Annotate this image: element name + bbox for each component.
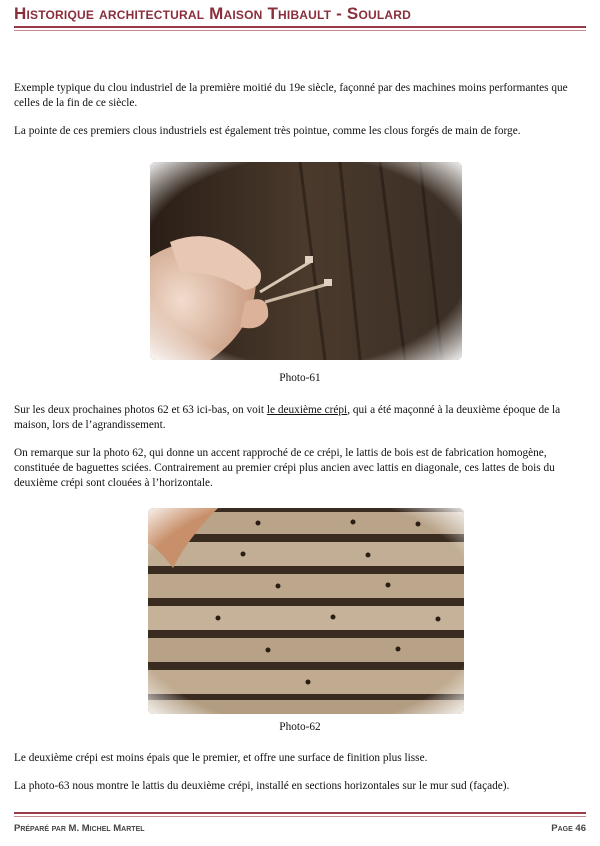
header-rule <box>14 26 586 28</box>
paragraph-deuxieme-crepi-end: , qui a été maçonné à la deuxième époque de la maison, lors de l’agrandissement. <box>14 404 561 431</box>
deuxieme-crepi-link: le deuxième crépi <box>266 404 348 416</box>
header-rule-thin <box>14 30 586 31</box>
paragraph-clou-industriel: Exemple typique du clou industriel de la première moitié du 19e siècle, façonné par des machines moins performantes que celles de la fin de ce siècle. <box>14 82 568 109</box>
footer-author: Préparé par M. Michel Martel <box>14 823 145 834</box>
page-number: Page 46 <box>551 823 586 834</box>
paragraph-lattis: On remarque sur la photo 62, qui donne un accent rapproché de ce crépi, le lattis de bois est de fabrication homogène, constituée de baguettes sciées. Contrairement au premier crépi plus ancien avec lattis en diagonale, ces lattes de bois du deuxième crépi sont clouées à l’horizontale. <box>14 447 555 489</box>
photo-61-caption: Photo-61 <box>279 372 321 384</box>
paragraph-deuxieme-crepi-start: Sur les deux prochaines photos 62 et 63 ici-bas, on voit <box>14 404 267 416</box>
page-footer <box>14 810 586 834</box>
photo-62-caption: Photo-62 <box>279 721 321 733</box>
footer-rule-thin <box>14 816 586 817</box>
photo-62-image <box>148 508 464 714</box>
paragraph-pointe: La pointe de ces premiers clous industriels est également très pointue, comme les clous forgés de main de forge. <box>14 125 521 137</box>
paragraph-photo-63: La photo-63 nous montre le lattis du deuxième crépi, installé en sections horizontales sur le mur sud (façade). <box>14 780 510 792</box>
footer-rule <box>14 812 586 814</box>
document-title: Historique architectural Maison Thibault - Soulard <box>14 4 411 23</box>
paragraph-deuxieme-crepi <box>14 403 586 433</box>
photo-61-image <box>150 162 462 360</box>
paragraph-moins-epais: Le deuxième crépi est moins épais que le premier, et offre une surface de finition plus lisse. <box>14 752 428 764</box>
photo-62-lattis <box>148 508 464 714</box>
photo-61-nails <box>150 162 462 360</box>
page-header <box>14 4 586 31</box>
